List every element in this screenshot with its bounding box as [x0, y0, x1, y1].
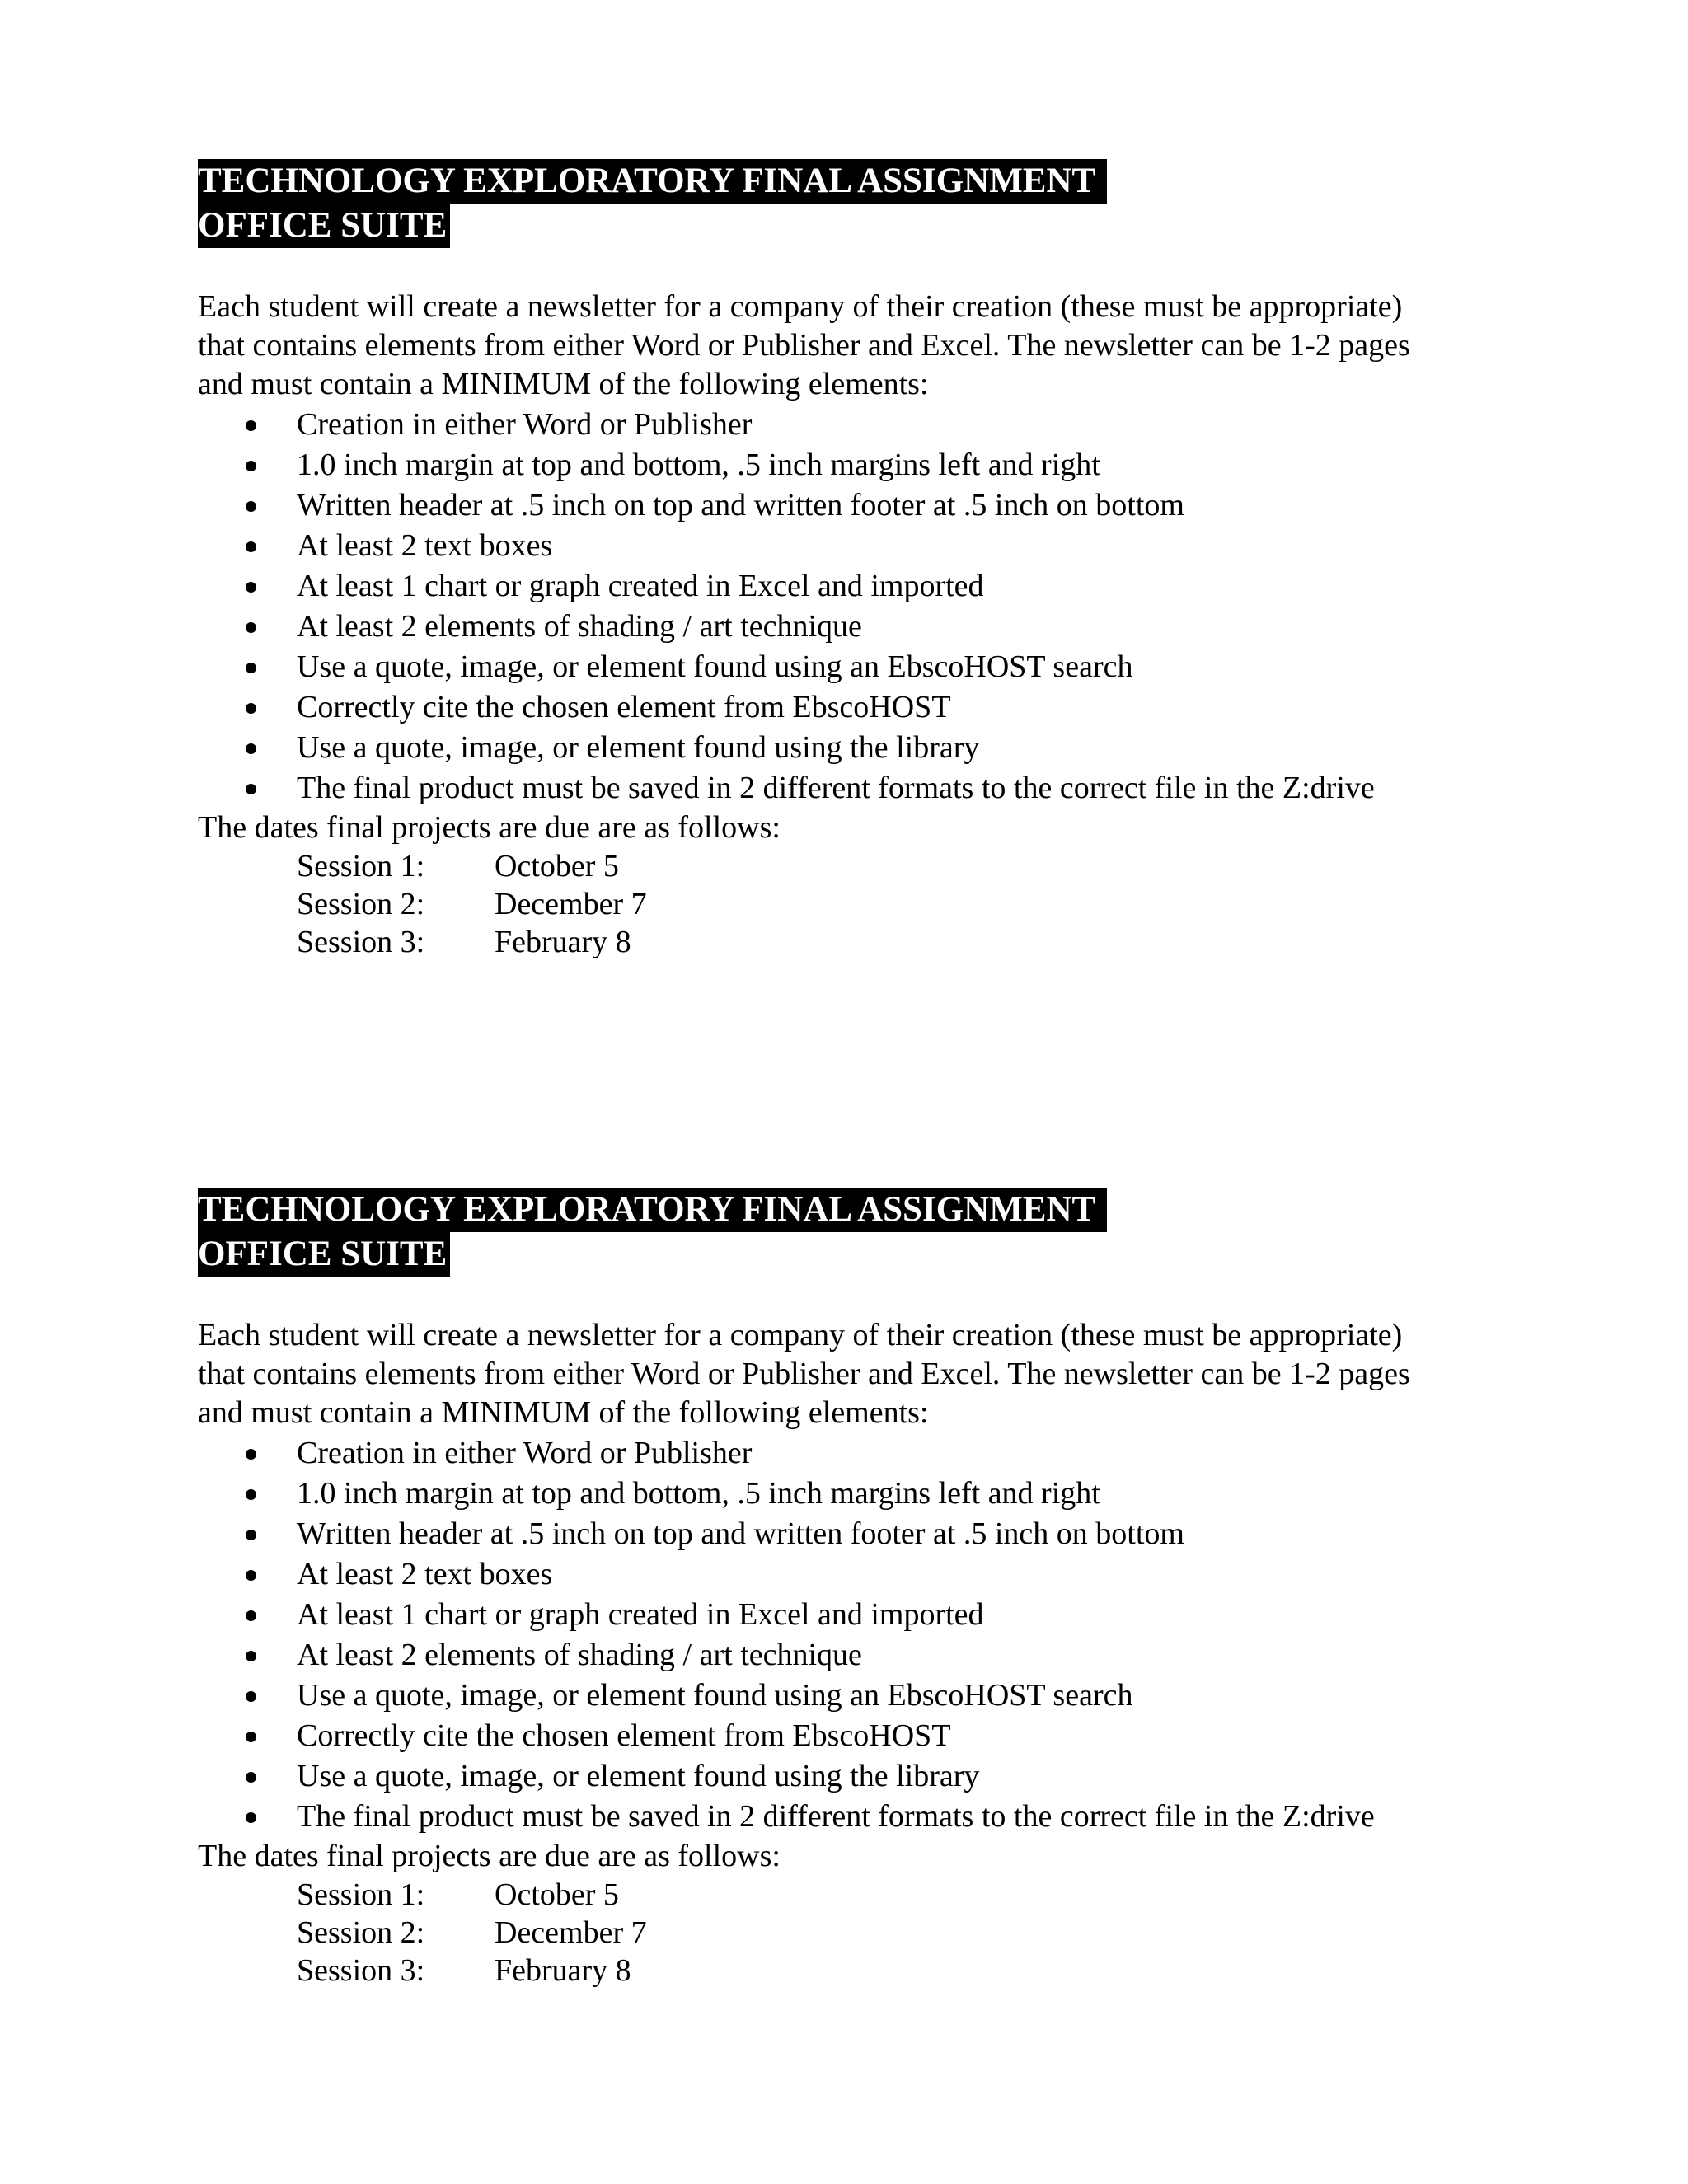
list-item-text: Use a quote, image, or element found using the library: [297, 1759, 980, 1793]
bullet-icon: [246, 1651, 256, 1661]
title-line-1: TECHNOLOGY EXPLORATORY FINAL ASSIGNMENT: [198, 1188, 1107, 1232]
intro-line: and must contain a MINIMUM of the following elements:: [198, 1395, 929, 1430]
session-dates: [198, 847, 1550, 961]
bullet-icon: [246, 501, 256, 512]
bullet-icon: [246, 1691, 256, 1702]
list-item: [198, 728, 1550, 768]
title-line-2: OFFICE SUITE: [198, 1232, 450, 1277]
list-item-text: The final product must be saved in 2 different formats to the correct file in the Z:drive: [297, 1799, 1375, 1834]
bullet-icon: [246, 663, 256, 673]
list-item: [198, 1675, 1550, 1716]
intro-paragraph: [198, 1316, 1550, 1432]
intro-paragraph: [198, 288, 1550, 404]
section-title: [198, 1188, 1550, 1277]
bullet-icon: [246, 1812, 256, 1823]
list-item-text: Creation in either Word or Publisher: [297, 1436, 753, 1470]
session-row: [198, 1876, 1550, 1914]
session-row: [198, 1914, 1550, 1952]
list-item: [198, 1595, 1550, 1635]
bullet-icon: [246, 541, 256, 552]
bullet-icon: [246, 1610, 256, 1621]
list-item-text: At least 2 text boxes: [297, 1557, 553, 1591]
list-item: [198, 1716, 1550, 1756]
session-row: [198, 1952, 1550, 1990]
list-item: [198, 1474, 1550, 1514]
list-item: [198, 607, 1550, 647]
session-date: October 5: [495, 849, 619, 883]
list-item-text: Written header at .5 inch on top and written footer at .5 inch on bottom: [297, 1516, 1184, 1551]
list-item: [198, 405, 1550, 445]
list-item-text: At least 2 elements of shading / art technique: [297, 609, 862, 644]
list-item-text: At least 1 chart or graph created in Excel and imported: [297, 569, 984, 603]
bullet-icon: [246, 784, 256, 794]
title-line-2: OFFICE SUITE: [198, 204, 450, 248]
session-date: December 7: [495, 1915, 647, 1950]
bullet-icon: [246, 1570, 256, 1581]
list-item-text: At least 2 text boxes: [297, 528, 553, 563]
bullet-icon: [246, 1530, 256, 1540]
list-item-text: Creation in either Word or Publisher: [297, 407, 753, 442]
list-item: [198, 1635, 1550, 1675]
list-item: [198, 485, 1550, 526]
list-item-text: Use a quote, image, or element found using an EbscoHOST search: [297, 1678, 1133, 1713]
session-date: December 7: [495, 887, 647, 921]
requirements-list: [198, 1433, 1550, 1837]
list-item-text: Correctly cite the chosen element from EbscoHOST: [297, 690, 951, 724]
list-item-text: 1.0 inch margin at top and bottom, .5 inch margins left and right: [297, 1476, 1100, 1511]
dates-intro: The dates final projects are due are as follows:: [198, 810, 781, 845]
assignment-section-1: [198, 159, 1550, 961]
bullet-icon: [246, 582, 256, 593]
session-row: [198, 885, 1550, 923]
list-item: [198, 526, 1550, 566]
intro-line: that contains elements from either Word or Publisher and Excel. The newsletter can be 1-2 pages: [198, 1357, 1410, 1391]
session-label: Session 3:: [297, 1953, 425, 1988]
list-item-text: At least 1 chart or graph created in Excel and imported: [297, 1597, 984, 1632]
list-item: [198, 566, 1550, 607]
session-row: [198, 847, 1550, 885]
list-item: [198, 647, 1550, 687]
list-item-text: At least 2 elements of shading / art technique: [297, 1638, 862, 1672]
intro-line: and must contain a MINIMUM of the following elements:: [198, 367, 929, 401]
list-item: [198, 1554, 1550, 1595]
list-item: [198, 1756, 1550, 1797]
requirements-list: [198, 405, 1550, 808]
session-dates: [198, 1876, 1550, 1990]
session-label: Session 2:: [297, 887, 425, 921]
session-label: Session 1:: [297, 849, 425, 883]
assignment-section-2: [198, 1188, 1550, 1990]
session-date: February 8: [495, 1953, 631, 1988]
list-item-text: Correctly cite the chosen element from EbscoHOST: [297, 1718, 951, 1753]
list-item-text: The final product must be saved in 2 different formats to the correct file in the Z:drive: [297, 771, 1375, 805]
list-item: [198, 1797, 1550, 1837]
intro-line: that contains elements from either Word or Publisher and Excel. The newsletter can be 1-2 pages: [198, 328, 1410, 363]
list-item-text: 1.0 inch margin at top and bottom, .5 inch margins left and right: [297, 448, 1100, 482]
session-row: [198, 923, 1550, 961]
list-item: [198, 1514, 1550, 1554]
bullet-icon: [246, 622, 256, 633]
list-item: [198, 1433, 1550, 1474]
bullet-icon: [246, 1489, 256, 1500]
bullet-icon: [246, 743, 256, 754]
list-item-text: Written header at .5 inch on top and written footer at .5 inch on bottom: [297, 488, 1184, 523]
session-date: February 8: [495, 925, 631, 959]
session-date: October 5: [495, 1877, 619, 1912]
bullet-icon: [246, 420, 256, 431]
list-item-text: Use a quote, image, or element found using an EbscoHOST search: [297, 649, 1133, 684]
bullet-icon: [246, 1772, 256, 1783]
intro-line: Each student will create a newsletter for a company of their creation (these must be appropriate): [198, 1318, 1403, 1352]
list-item: [198, 445, 1550, 485]
session-label: Session 1:: [297, 1877, 425, 1912]
section-title: [198, 159, 1550, 248]
bullet-icon: [246, 1732, 256, 1742]
intro-line: Each student will create a newsletter for a company of their creation (these must be appropriate): [198, 289, 1403, 324]
list-item-text: Use a quote, image, or element found using the library: [297, 730, 980, 765]
session-label: Session 3:: [297, 925, 425, 959]
bullet-icon: [246, 461, 256, 471]
title-line-1: TECHNOLOGY EXPLORATORY FINAL ASSIGNMENT: [198, 159, 1107, 204]
list-item: [198, 687, 1550, 728]
bullet-icon: [246, 1449, 256, 1460]
session-label: Session 2:: [297, 1915, 425, 1950]
list-item: [198, 768, 1550, 808]
bullet-icon: [246, 703, 256, 714]
dates-intro: The dates final projects are due are as follows:: [198, 1839, 781, 1873]
